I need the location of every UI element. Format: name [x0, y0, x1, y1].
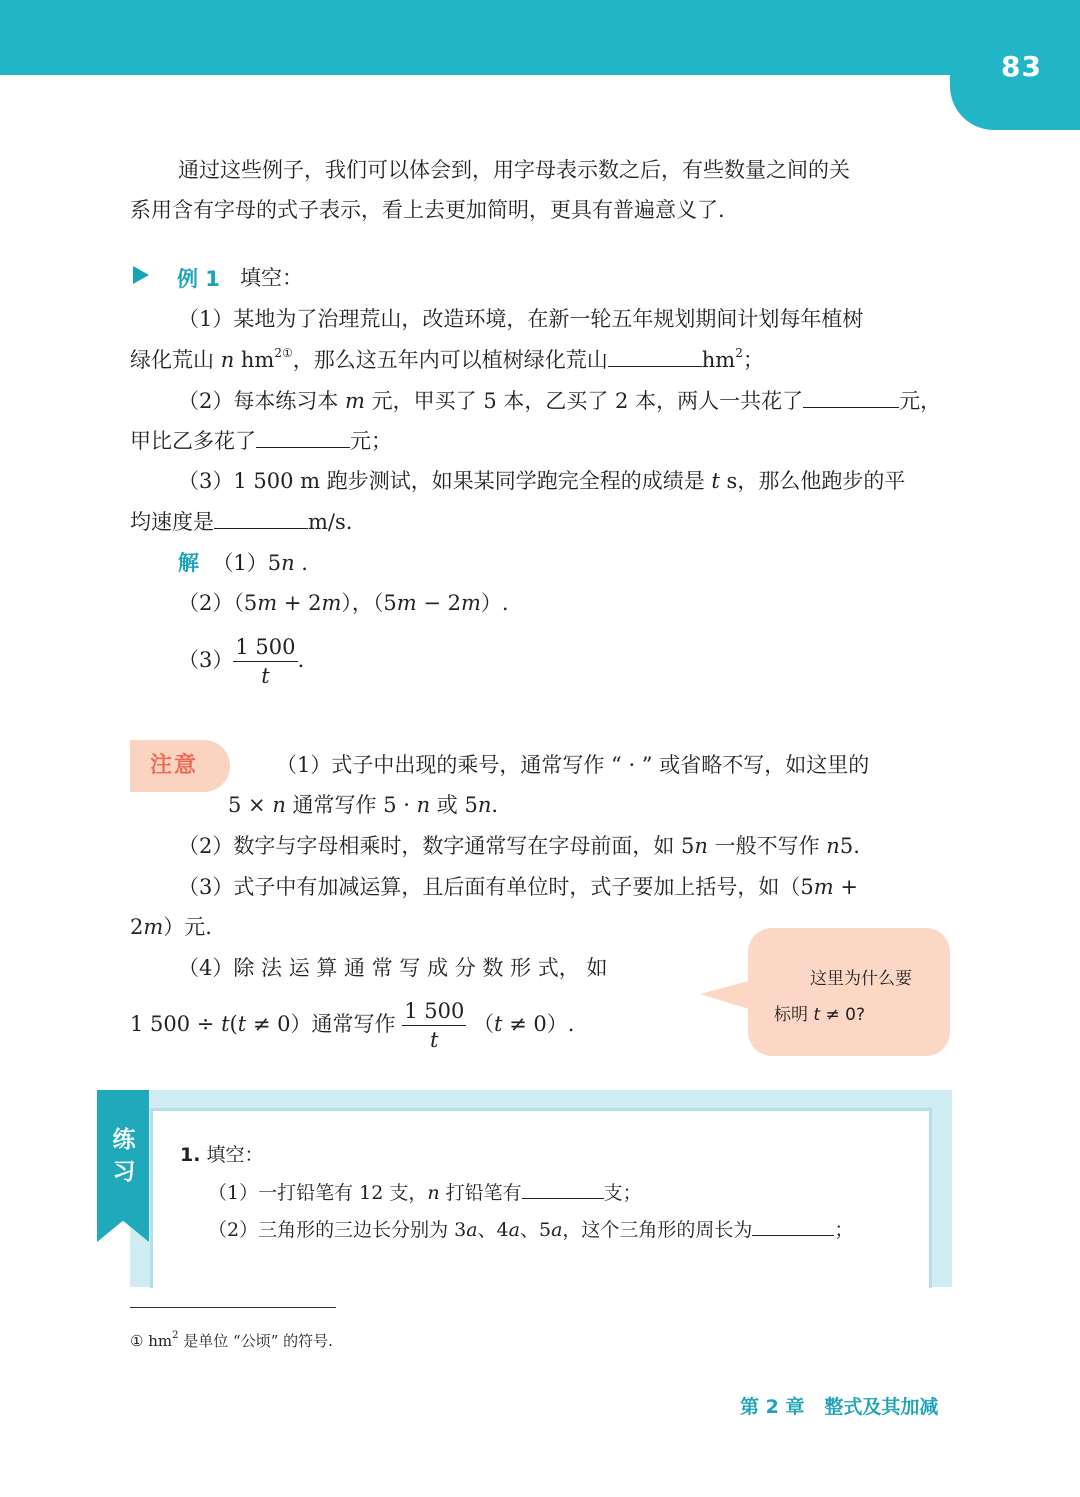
intro-line-1: 通过这些例子，我们可以体会到，用字母表示数之后，有些数量之间的关 — [178, 158, 850, 182]
note-3-line-2: 2m）元. — [130, 915, 212, 939]
example-q1-line-1: （1）某地为了治理荒山，改造环境，在新一轮五年规划期间计划每年植树 — [178, 307, 864, 331]
header-band — [0, 0, 1080, 75]
chapter-number: 第 2 章 — [740, 1396, 805, 1418]
practice-item-1-q2: （2）三角形的三边长分别为 3a、4a、5a，这个三角形的周长为 ； — [208, 1215, 853, 1245]
answer-blank — [214, 506, 308, 529]
note-4-line-2: 1 500 ÷ t(t ≠ 0）通常写作 $\frac{1 500}{t}$ （t ≠ 0）. — [130, 999, 575, 1052]
example-q2-line-1: （2）每本练习本 m 元，甲买了 5 本，乙买了 2 本，两人一共花了 元， — [178, 385, 941, 416]
answer-blank — [522, 1178, 604, 1199]
solution-line-2: （2）（5m + 2m），（5m − 2m）. — [178, 591, 509, 615]
bubble-line-1: 这里为什么要 — [810, 969, 912, 989]
page-number: 83 — [1001, 50, 1042, 83]
note-3-line-1: （3）式子中有加减运算，且后面有单位时，式子要加上括号，如（5m + — [178, 875, 858, 899]
example-label: 例 1 — [177, 267, 220, 291]
practice-item-1-title: 1. 填空： — [180, 1144, 264, 1166]
example-title: 填空： — [240, 266, 303, 290]
fraction: $\frac{1 500}{t}$ — [404, 999, 465, 1052]
answer-blank — [752, 1215, 834, 1236]
solution-label: 解 — [178, 551, 199, 575]
solution-line-3: （3） $\frac{1 500}{t}$ . — [178, 635, 305, 688]
fraction: $\frac{1 500}{t}$ — [235, 635, 296, 688]
note-1-line-1: （1）式子中出现的乘号，通常写作 “ · ” 或省略不写，如这里的 — [276, 753, 870, 777]
example-q2-line-2: 甲比乙多花了 元； — [130, 425, 392, 456]
note-2: （2）数字与字母相乘时，数字通常写在字母前面，如 5n 一般不写作 n5. — [178, 834, 860, 858]
speech-bubble-tail — [700, 980, 752, 1010]
note-tag-label: 注意 — [150, 753, 199, 778]
note-4-line-1: （4）除 法 运 算 通 常 写 成 分 数 形 式， 如 — [178, 956, 608, 980]
solution-line-1: 解 （1）5n . — [178, 551, 308, 575]
chapter-footer — [740, 1392, 938, 1419]
footnote-rule — [130, 1307, 336, 1308]
example-q3-line-2: 均速度是 m/s. — [130, 506, 352, 537]
speech-bubble — [748, 928, 950, 1056]
bubble-line-2: 标明 t ≠ 0? — [774, 1005, 865, 1025]
practice-ribbon-label: 练习 — [112, 1127, 136, 1185]
triangle-marker-icon — [133, 266, 149, 284]
footnote: ① $hm^2$ 是单位 “公顷” 的符号. — [130, 1330, 333, 1350]
example-q1-line-2: 绿化荒山 n $hm^{2①}$，那么这五年内可以植树绿化荒山 $hm^2$； — [130, 346, 764, 372]
answer-blank — [256, 425, 350, 448]
answer-blank — [803, 385, 899, 408]
chapter-title: 整式及其加减 — [824, 1396, 939, 1418]
answer-blank — [608, 344, 702, 367]
note-1-line-2: 5 × n 通常写作 5 · n 或 5n. — [228, 793, 499, 817]
practice-item-1-q1: （1）一打铅笔有 12 支，n 打铅笔有 支； — [208, 1178, 642, 1208]
example-q3-line-1: （3）1 500 m 跑步测试，如果某同学跑完全程的成绩是 t s，那么他跑步的平 — [178, 469, 906, 493]
intro-line-2: 系用含有字母的式子表示，看上去更加简明，更具有普遍意义了. — [130, 198, 725, 222]
